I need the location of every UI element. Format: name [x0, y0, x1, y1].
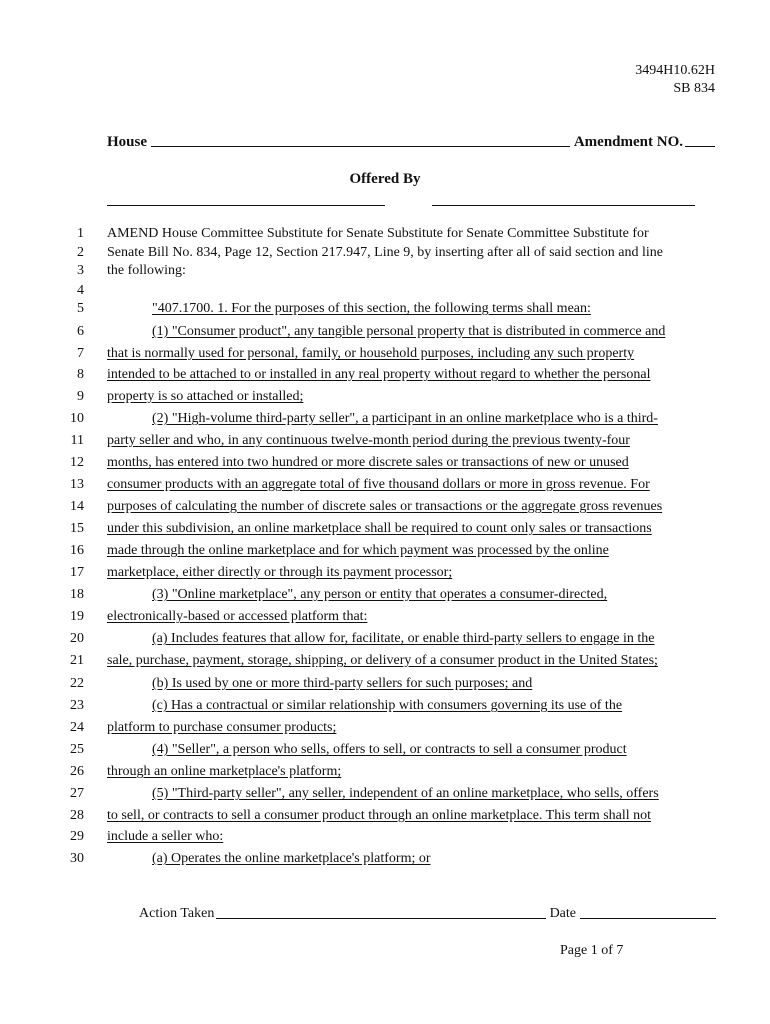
- line-number: 28: [70, 808, 84, 823]
- line-number: 27: [70, 786, 84, 801]
- line-number: 16: [70, 543, 84, 558]
- offered-by-signature-line: [107, 205, 385, 206]
- document-code: 3494H10.62H: [635, 63, 715, 78]
- line-text: "407.1700. 1. For the purposes of this section, the following terms shall mean:: [152, 301, 591, 316]
- house-label: House: [107, 134, 148, 150]
- line-text: (c) Has a contractual or similar relationship with consumers governing its use of the: [152, 698, 623, 713]
- line-text: electronically-based or accessed platform that:: [107, 609, 368, 624]
- line-number: 9: [77, 389, 84, 404]
- line-text: (5) "Third-party seller", any seller, independent of an online marketplace, who sells, offers: [152, 786, 659, 801]
- line-text: party seller and who, in any continuous twelve-month period during the previous twenty-four: [107, 433, 630, 448]
- line-text: consumer products with an aggregate total of five thousand dollars or more in gross revenue. For: [107, 477, 650, 492]
- line-number: 11: [70, 433, 84, 448]
- line-text: through an online marketplace's platform;: [107, 764, 342, 779]
- line-number: 7: [77, 346, 84, 361]
- line-number: 24: [70, 720, 84, 735]
- offered-by-district-line: [432, 205, 695, 206]
- action-taken-label: Action Taken: [139, 906, 215, 921]
- line-text: (1) "Consumer product", any tangible personal property that is distributed in commerce and: [152, 324, 666, 339]
- line-number: 1: [77, 226, 84, 241]
- line-text: platform to purchase consumer products;: [107, 720, 337, 735]
- line-text: that is normally used for personal, family, or household purposes, including any such property: [107, 346, 635, 361]
- line-number: 20: [70, 631, 84, 646]
- line-number: 5: [77, 301, 84, 316]
- line-text: marketplace, either directly or through its payment processor;: [107, 565, 453, 580]
- line-text: purposes of calculating the number of discrete sales or transactions or the aggregate gross revenues: [107, 499, 663, 514]
- page-number: Page 1 of 7: [560, 943, 624, 958]
- line-number: 8: [77, 367, 84, 382]
- line-text: sale, purchase, payment, storage, shipping, or delivery of a consumer product in the United States;: [107, 653, 658, 668]
- line-number: 17: [70, 565, 84, 580]
- line-number: 29: [70, 829, 84, 844]
- line-number: 26: [70, 764, 84, 779]
- line-number: 12: [70, 455, 84, 470]
- line-number: 15: [70, 521, 84, 536]
- action-taken-blank: [216, 917, 545, 919]
- line-text: (b) Is used by one or more third-party sellers for such purposes; and: [152, 676, 533, 691]
- line-text: property is so attached or installed;: [107, 389, 304, 404]
- line-number: 3: [77, 263, 84, 278]
- line-text: AMEND House Committee Substitute for Senate Substitute for Senate Committee Substitute for: [107, 226, 649, 241]
- line-number: 30: [70, 851, 84, 866]
- line-number: 23: [70, 698, 84, 713]
- line-text: months, has entered into two hundred or more discrete sales or transactions of new or unused: [107, 455, 629, 470]
- line-text: Senate Bill No. 834, Page 12, Section 217.947, Line 9, by inserting after all of said section and line: [107, 245, 664, 260]
- line-number: 21: [70, 653, 84, 668]
- line-number: 4: [77, 283, 84, 298]
- line-text: (2) "High-volume third-party seller", a participant in an online marketplace who is a third-: [152, 411, 658, 426]
- line-number: 10: [70, 411, 84, 426]
- line-text: include a seller who:: [107, 829, 224, 844]
- offered-by-label: Offered By: [349, 171, 421, 187]
- line-text: intended to be attached to or installed in any real property without regard to whether the personal: [107, 367, 651, 382]
- line-number: 25: [70, 742, 84, 757]
- date-blank: [580, 917, 716, 919]
- line-text: the following:: [107, 263, 186, 278]
- house-blank: [151, 145, 570, 147]
- line-text: (3) "Online marketplace", any person or entity that operates a consumer-directed,: [152, 587, 608, 602]
- line-text: (a) Includes features that allow for, facilitate, or enable third-party sellers to engage in the: [152, 631, 655, 646]
- line-text: under this subdivision, an online marketplace shall be required to count only sales or transactions: [107, 521, 652, 536]
- house-amendment-line: [107, 134, 715, 151]
- bill-reference: SB 834: [673, 81, 715, 96]
- action-footer: [139, 906, 716, 922]
- amendment-number-blank: [685, 145, 715, 147]
- line-text: (a) Operates the online marketplace's platform; or: [152, 851, 431, 866]
- line-text: to sell, or contracts to sell a consumer product through an online marketplace. This term shall not: [107, 808, 652, 823]
- amendment-number-label: Amendment NO.: [573, 134, 683, 150]
- date-label: Date: [549, 906, 576, 921]
- line-text: made through the online marketplace and for which payment was processed by the online: [107, 543, 609, 558]
- line-number: 14: [70, 499, 84, 514]
- line-number: 18: [70, 587, 84, 602]
- line-text: (4) "Seller", a person who sells, offers to sell, or contracts to sell a consumer product: [152, 742, 627, 757]
- line-number: 2: [77, 245, 84, 260]
- line-number: 19: [70, 609, 84, 624]
- line-number: 13: [70, 477, 84, 492]
- line-number: 22: [70, 676, 84, 691]
- line-number: 6: [77, 324, 84, 339]
